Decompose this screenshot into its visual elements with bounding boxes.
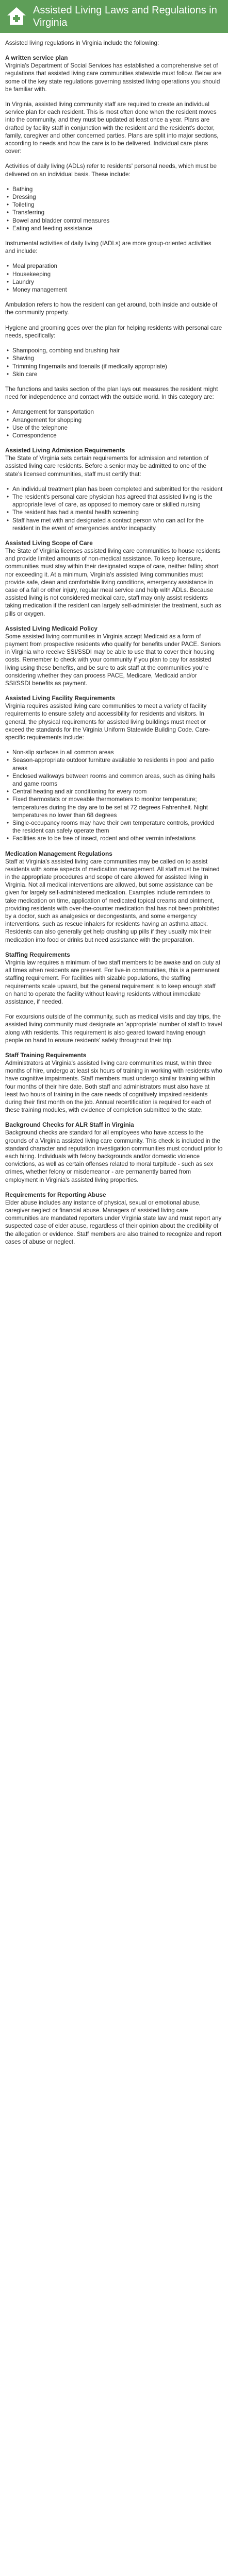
section-heading: Assisted Living Medicaid Policy	[5, 624, 97, 632]
list-item: • Shampooing, combing and brushing hair	[5, 347, 223, 354]
paragraph: For excursions outside of the community, such as medical visits and day trips, the assisted living community must designate an 'appropriate' number of staff to travel along with residents. This requirement is also geared toward having enough people on hand to ensure residents' safety throughout their trip.	[5, 1013, 222, 1044]
list-item: • Staff have met with and designated a contact person who can act for the resident in the event of emergencies and/or incapacity	[5, 517, 223, 532]
list-item: • Fixed thermostats or moveable thermometers to monitor temperature; temperatures during the day are to be set at 72 degrees Fahrenheit. Night temperatures no lower than 68 degrees	[5, 795, 223, 819]
list-item: • An individual treatment plan has been completed and submitted for the resident	[5, 485, 223, 493]
paragraph: Virginia's Department of Social Services has established a comprehensive set of regulations that assisted living care communities statewide must follow. Below are some of the key state regulations governing assisted living operations you should be familiar with.	[5, 62, 222, 93]
section-heading: Assisted Living Admission Requirements	[5, 447, 125, 454]
section-heading: Staff Training Requirements	[5, 1051, 87, 1059]
section-heading: Medication Management Regulations	[5, 850, 112, 857]
list-item: • Trimming fingernails and toenails (if medically appropriate)	[5, 363, 223, 370]
list-item: • The resident's personal care physician has agreed that assisted living is the appropriate level of care, as opposed to memory care or skilled nursing	[5, 493, 223, 509]
list-item: • Shaving	[5, 354, 223, 362]
list-item: • Housekeeping	[5, 270, 223, 278]
page-title: Assisted Living Laws and Regulations in Virginia	[33, 5, 217, 28]
list-item: • Single-occupancy rooms may have their own temperature controls, provided the resident can safely operate them	[5, 819, 223, 835]
list-item: • Central heating and air conditioning for every room	[5, 788, 223, 795]
paragraph: Instrumental activities of daily living (IADLs) are more group-oriented activities and include:	[5, 240, 211, 255]
bullet-list	[5, 408, 223, 439]
paragraph: Assisted living regulations in Virginia include the following:	[5, 40, 159, 46]
list-item: • Laundry	[5, 278, 223, 286]
section-heading: Background Checks for ALR Staff in Virginia	[5, 1121, 134, 1129]
paragraph: Virginia requires assisted living care communities to meet a variety of facility requirements to ensure safety and accessibility for residents and visitors. In general, the physical requirements for assisted living buildings must meet or exceed the standards for the Virginia Uniform Statewide Building Code. Care-specific requirements include:	[5, 703, 210, 741]
list-item: • Skin care	[5, 370, 223, 378]
list-item: • Dressing	[5, 193, 223, 201]
article-body	[0, 33, 228, 1263]
section-heading: Requirements for Reporting Abuse	[5, 1191, 106, 1198]
list-item: • Correspondence	[5, 432, 223, 439]
paragraph: In Virginia, assisted living community staff are required to create an individual service plan for each resident. This is most often done when the resident moves into the community, and they must be updated at least once a year. Plans are drafted by facility staff in conjunction with the resident and the resident's doctor, family, caregiver and other concerned parties. Plans are split into major sections, according to needs and how the care is to be delivered. Individual care plans cover:	[5, 101, 219, 155]
list-item: • Non-slip surfaces in all common areas	[5, 749, 223, 756]
house-plus-icon	[5, 5, 28, 28]
paragraph: Hygiene and grooming goes over the plan for helping residents with personal care needs, specifically:	[5, 324, 222, 339]
list-item: • Arrangement for transportation	[5, 408, 223, 416]
bullet-list	[5, 485, 223, 532]
section-heading: A written service plan	[5, 54, 68, 62]
list-item: • Bowel and bladder control measures	[5, 217, 223, 225]
list-item: • Season-appropriate outdoor furniture available to residents in pool and patio areas	[5, 756, 223, 772]
list-item: • Meal preparation	[5, 262, 223, 270]
page-header	[0, 0, 228, 33]
list-item: • The resident has had a mental health screening	[5, 509, 223, 516]
bullet-list	[5, 262, 223, 294]
section-heading: Staffing Requirements	[5, 951, 70, 958]
paragraph: The State of Virginia licenses assisted living care communities to house residents and provide limited amounts of non-medical assistance. To keep licensure, communities must stay within their designated scope of care, neither falling short nor exceeding it. At a minimum, Virginia's assisted living communities must provide safe, clean and comfortable living conditions, emergency assistance in case of a fall or other injury, regular meal service and help with ADLs. Because assisted living is not considered medical care, staff may only assist residents taking medication if the resident can largely self-administer the treatment, such as pills or oxygen.	[5, 547, 221, 617]
list-item: • Use of the telephone	[5, 424, 223, 432]
paragraph: The functions and tasks section of the plan lays out measures the resident might need for independence and contact with the outside world. In this category are:	[5, 385, 218, 401]
paragraph: Ambulation refers to how the resident can get around, both inside and outside of the community property.	[5, 301, 218, 316]
bullet-list	[5, 749, 223, 842]
paragraph: Activities of daily living (ADLs) refer to residents' personal needs, which must be delivered on an individual basis. These include:	[5, 163, 217, 178]
list-item: • Eating and feeding assistance	[5, 225, 223, 232]
list-item: • Money management	[5, 286, 223, 294]
paragraph: Administrators at Virginia's assisted living care communities must, within three months of hire, undergo at least six hours of training in working with residents who have cognitive impairments. Staff members must undergo similar training within four months of their hire date. Both staff and administrators must also have at least two hours of training in the care needs of cognitively impaired residents during their first month on the job. Annual recertification is required for each of these training modules, with evidence of completion submitted to the state.	[5, 1059, 222, 1114]
paragraph: Virginia law requires a minimum of two staff members to be awake and on duty at all times when residents are present. For live-in communities, this is a permanent staffing requirement. For facilities with sizable populations, the staffing requirements scale upward, but the general requirement is to keep enough staff on hand to operate the facility without leaving residents without immediate assistance, if needed.	[5, 959, 221, 1005]
list-item: • Enclosed walkways between rooms and common areas, such as dining halls and game rooms	[5, 772, 223, 788]
list-item: • Arrangement for shopping	[5, 416, 223, 424]
paragraph: Elder abuse includes any instance of physical, sexual or emotional abuse, caregiver neglect or financial abuse. Managers of assisted living care communities are mandated reporters under Virginia state law and must report any suspected case of elder abuse, regardless of their opinion about the credibility of the allegation or evidence. Staff members are also trained to recognize and report cases of abuse or neglect.	[5, 1199, 222, 1245]
paragraph: Staff at Virginia's assisted living care communities may be called on to assist residents with some aspects of medication management. All staff must be trained in the appropriate procedures and scope of care allowed for assisted living in Virginia. Not all medical interventions are allowed, but some assistance can be given for largely self-administered medication. Examples include reminders to take medication on time, application of medicated topical creams and ointment, providing residents with over-the-counter medication that has not been prohibited by a doctor, such as analgesics or decongestants, and some emergency interventions, such as rescue inhalers for residents having an asthma attack. Residents can also generally get help crushing up pills if they usually mix their medication into food or drinks but need assistance with the preparation.	[5, 858, 220, 943]
paragraph: The State of Virginia sets certain requirements for admission and retention of assisted living care residents. Before a senior may be admitted to one of the state's licensed communities, staff must certify that:	[5, 455, 209, 478]
list-item: • Facilities are to be free of insect, rodent and other vermin infestations	[5, 835, 223, 842]
section-heading: Assisted Living Scope of Care	[5, 539, 93, 547]
list-item: • Bathing	[5, 185, 223, 193]
list-item: • Transferring	[5, 209, 223, 216]
paragraph: Some assisted living communities in Virginia accept Medicaid as a form of payment from prospective residents who qualify for benefits under PACE. Seniors in Virginia who receive SSI/SSDI may be able to use that to cover their housing costs. Remember to check with your community if you plan to pay for assisted living using these benefits, and be sure to ask staff at the communities you're considering whether they can process PACE, Medicare, Medicaid and/or SSI/SSDI benefits as payment.	[5, 633, 221, 687]
list-item: • Toileting	[5, 201, 223, 209]
section-heading: Assisted Living Facility Requirements	[5, 694, 116, 702]
paragraph: Background checks are standard for all employees who have access to the grounds of a Virginia assisted living care community. This check is included in the standard character and reputation investigation communities must conduct prior to each hiring. Individuals with felony backgrounds and/or domestic violence convictions, as well as certain offenses related to moral turpitude - such as sex crimes, whether felony or misdemeanor - are permanently barred from employment in Virginia's assisted living properties.	[5, 1129, 223, 1183]
bullet-list	[5, 347, 223, 378]
bullet-list	[5, 185, 223, 232]
